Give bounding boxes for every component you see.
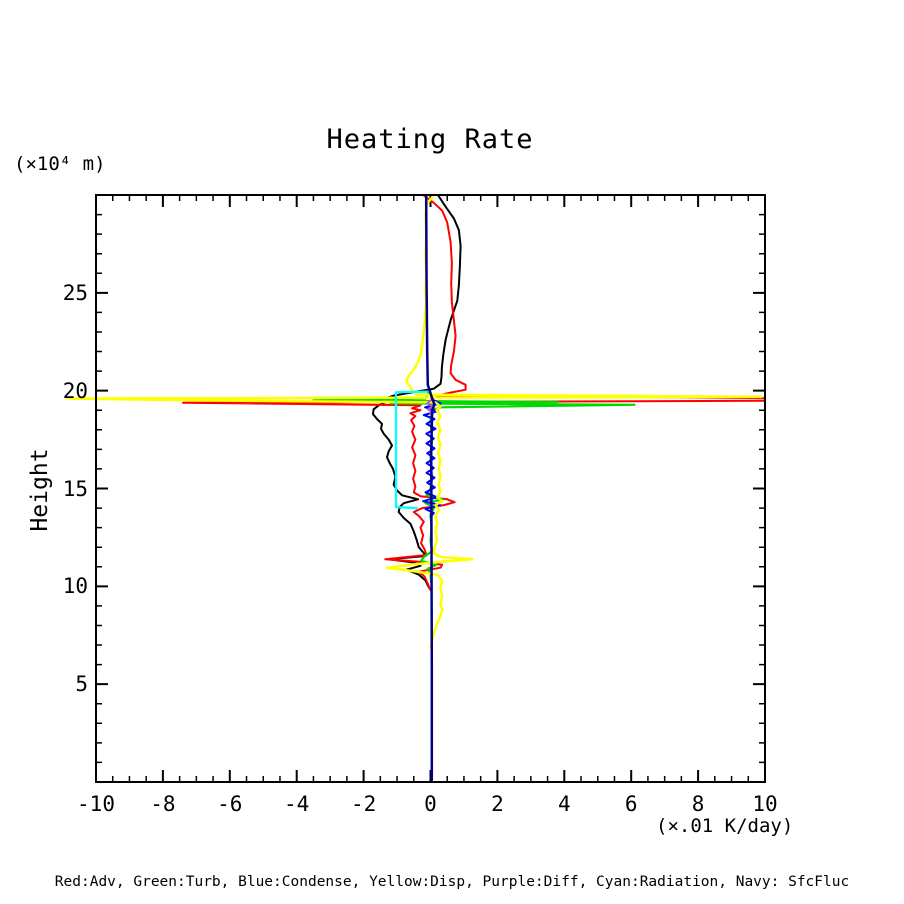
x-tick-label: -2 [350, 792, 377, 816]
x-axis-unit-label: (×.01 K/day) [656, 815, 794, 837]
chart-title: Heating Rate [326, 124, 534, 155]
x-tick-label: 6 [624, 792, 638, 816]
x-tick-label: 2 [491, 792, 504, 816]
x-tick-label: -10 [77, 792, 115, 816]
x-tick-label: 4 [557, 792, 571, 816]
x-tick-label: -4 [284, 792, 310, 816]
y-tick-label: 20 [62, 378, 88, 403]
legend-caption: Red:Adv, Green:Turb, Blue:Condense, Yellow:Disp, Purple:Diff, Cyan:Radiation, Navy: SfcFluc [54, 874, 850, 890]
x-tick-label: 10 [752, 792, 778, 816]
y-tick-label: 25 [62, 280, 88, 305]
x-tick-label: -8 [150, 792, 176, 816]
y-tick-label: 10 [62, 574, 88, 599]
series-adv [183, 195, 765, 590]
x-tick-label: 8 [691, 792, 705, 816]
series-turb [313, 391, 634, 583]
y-axis-label: Height [27, 448, 53, 532]
x-tick-label: 0 [424, 792, 437, 816]
y-tick-label: 15 [62, 476, 88, 501]
y-tick-label: 5 [75, 672, 88, 697]
series-disp [68, 195, 762, 647]
x-tick-label: -6 [217, 792, 243, 816]
y-axis-unit-label: (×10⁴ m) [14, 153, 106, 175]
